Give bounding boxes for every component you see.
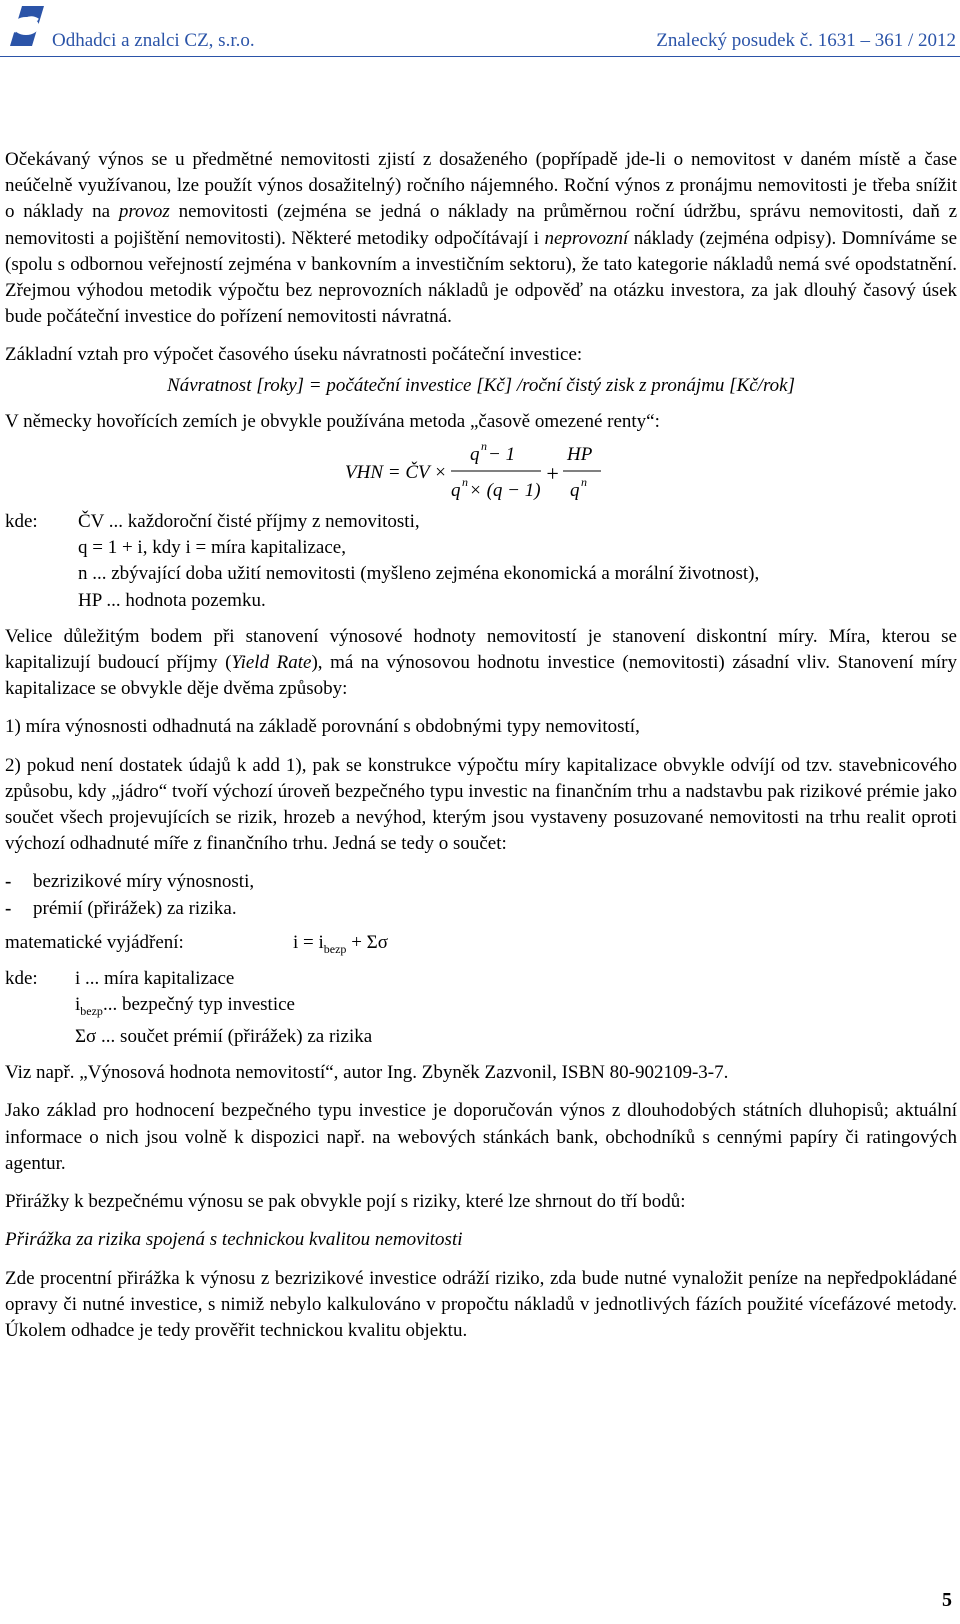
legend-where: [5, 509, 957, 614]
legend-item: $i_{bezp}$... bezpečný typ investice: [75, 994, 295, 1018]
legend-item: q = 1 + i, kdy i = míra kapitalizace,: [78, 537, 346, 559]
math-formula: $i = i_{bezp} + \Sigma\sigma$: [293, 931, 388, 956]
report-reference: Znalecký posudek č. 1631 – 361 / 2012: [656, 30, 956, 51]
paragraph-safe-investment: Jako základ pro hodnocení bezpečného typu investice je doporučován výnos z dlouhodobých státních dluhopisů; aktuální informace o nich jsou volně k dispozici např. na webových stánkách bank, obchodníků s cennými papíry či ratingových agentur.: [5, 1100, 957, 1174]
formula-den-rest: × (q − 1): [469, 480, 541, 502]
legend-item: n ... zbývající doba užití nemovitosti (myšleno zejména ekonomická a morální životnost),: [78, 563, 760, 585]
paragraph-discount-rate: Velice důležitým bodem při stanovení výnosové hodnoty nemovitostí je stanovení diskontní míry. Míra, kterou se kapitalizují budoucí příjmy (Yield Rate), má na výnosovou hodnotu investice (nemovitosti) zásadní vliv. Stanovení míry kapitalizace se obvykle děje dvěma způsoby:: [5, 625, 957, 700]
page-header: [0, 0, 960, 62]
company-logo-icon: [4, 2, 48, 50]
legend-item: Σσ ... součet prémií (přirážek) za rizika: [75, 1026, 373, 1048]
formula-plus: +: [545, 461, 560, 487]
formula-num-q: q: [470, 444, 480, 466]
formula-den-q: q: [451, 480, 461, 502]
paragraph-method-1: 1) míra výnosnosti odhadnutá na základě porovnání s obdobnými typy nemovitostí,: [5, 716, 640, 738]
paragraph-expected-yield: Očekávaný výnos se u předmětné nemovitosti zjistí z dosaženého (popřípadě jde-li o nemovitost v daném místě a čase neúčelně využívanou, lze použít výnos dosažitelný) ročního nájemného. Roční výnos z pronájmu nemovitosti je třeba snížit o náklady na provoz nemovitosti (zejména se jedná o náklady na průměrnou roční údržbu, správu nemovitosti, daň z nemovitosti a pojištění nemovitosti). Některé metodiky odpočítávají i neprovozní náklady (zejména odpisy). Domníváme se (spolu s odbornou veřejností zejména v bankovním a investičním sektoru), že tato kategorie nákladů nemá své opodstatnění. Zřejmou výhodou metodik výpočtu bez neprovozních nákladů je odpověď na otázku investora, za jak dlouhý časový úsek bude počáteční investice do pořízení nemovitosti návratná.: [5, 149, 958, 328]
paragraph-reference: Viz např. „Výnosová hodnota nemovitostí“, autor Ing. Zbyněk Zazvonil, ISBN 80-902109-3-7.: [5, 1062, 729, 1084]
paragraph-technical-risk: Zde procentní přirážka k výnosu z bezrizikové investice odráží riziko, zda bude nutné vynaložit peníze na nepředpokládané opravy či nutné investice, s nimiž nebylo kalkulováno v propočtu nákladů v jednotlivých fázích použité vícefázové metody. Úkolem odhadce je tedy prověřit technickou kvalitu objektu.: [5, 1267, 957, 1341]
formula-annuity: [5, 437, 957, 503]
list-item: - bezrizikové míry výnosnosti,: [5, 871, 255, 893]
company-name: Odhadci a znalci CZ, s.r.o.: [52, 30, 255, 51]
legend-label: kde:: [5, 511, 38, 533]
math-label: matematické vyjádření:: [5, 931, 184, 953]
formula-hp-den-q: q: [570, 480, 580, 502]
formula-num-rest: − 1: [488, 444, 516, 466]
formula-den-n: n: [462, 475, 468, 490]
legend-item: HP ... hodnota pozemku.: [78, 589, 266, 611]
legend-items: [75, 966, 957, 1050]
legend-label: kde:: [5, 967, 38, 989]
formula-hp-den-n: n: [581, 475, 587, 490]
paragraph-method-2: 2) pokud není dostatek údajů k add 1), pak se konstrukce výpočtu míry kapitalizace obvykle odvíjí od tzv. stavebnicového způsobu, kdy „jádro“ tvoří výchozí úroveň bezpečného typu investic na finančním trhu a nadstavbu pak rizikové prémie jako součet všech projevujících se rizik, hrozeb a nevýhod, kterým jsou vystaveny posuzované nemovitosti na trhu realit oproti výchozí odhadnuté míře z finančního trhu. Jedná se tedy o součet:: [5, 754, 957, 855]
equation-payback: Návratnost [roky] = počáteční investice [Kč] /roční čistý zisk z pronájmu [Kč/rok]: [167, 374, 795, 396]
paragraph-german-method: V německy hovořících zemích je obvykle používána metoda „časově omezené renty“:: [5, 410, 660, 432]
formula-hp: HP: [567, 444, 593, 466]
subheading-technical-risk: Přirážka za rizika spojená s technickou kvalitou nemovitosti: [5, 1229, 463, 1251]
sum-list: [5, 869, 957, 921]
legend-item: i ... míra kapitalizace: [75, 967, 235, 989]
legend-where-2: [5, 966, 957, 1050]
legend-item: ČV ... každoroční čisté příjmy z nemovitosti,: [78, 511, 420, 533]
list-item: - prémií (přirážek) za rizika.: [5, 897, 237, 919]
math-expression: [5, 930, 957, 960]
legend-items: [78, 509, 957, 614]
document-body: [5, 147, 957, 1356]
formula-num-n: n: [481, 439, 487, 454]
header-divider: [0, 56, 960, 57]
formula-graphic: [345, 437, 635, 503]
paragraph-basic-relation: Základní vztah pro výpočet časového úseku návratnosti počáteční investice:: [5, 344, 583, 366]
paragraph-surcharges: Přirážky k bezpečnému výnosu se pak obvykle pojí s riziky, které lze shrnout do tří bodů:: [5, 1191, 686, 1213]
page-number: 5: [942, 1589, 952, 1611]
formula-lhs: VHN = ČV ×: [345, 462, 447, 484]
